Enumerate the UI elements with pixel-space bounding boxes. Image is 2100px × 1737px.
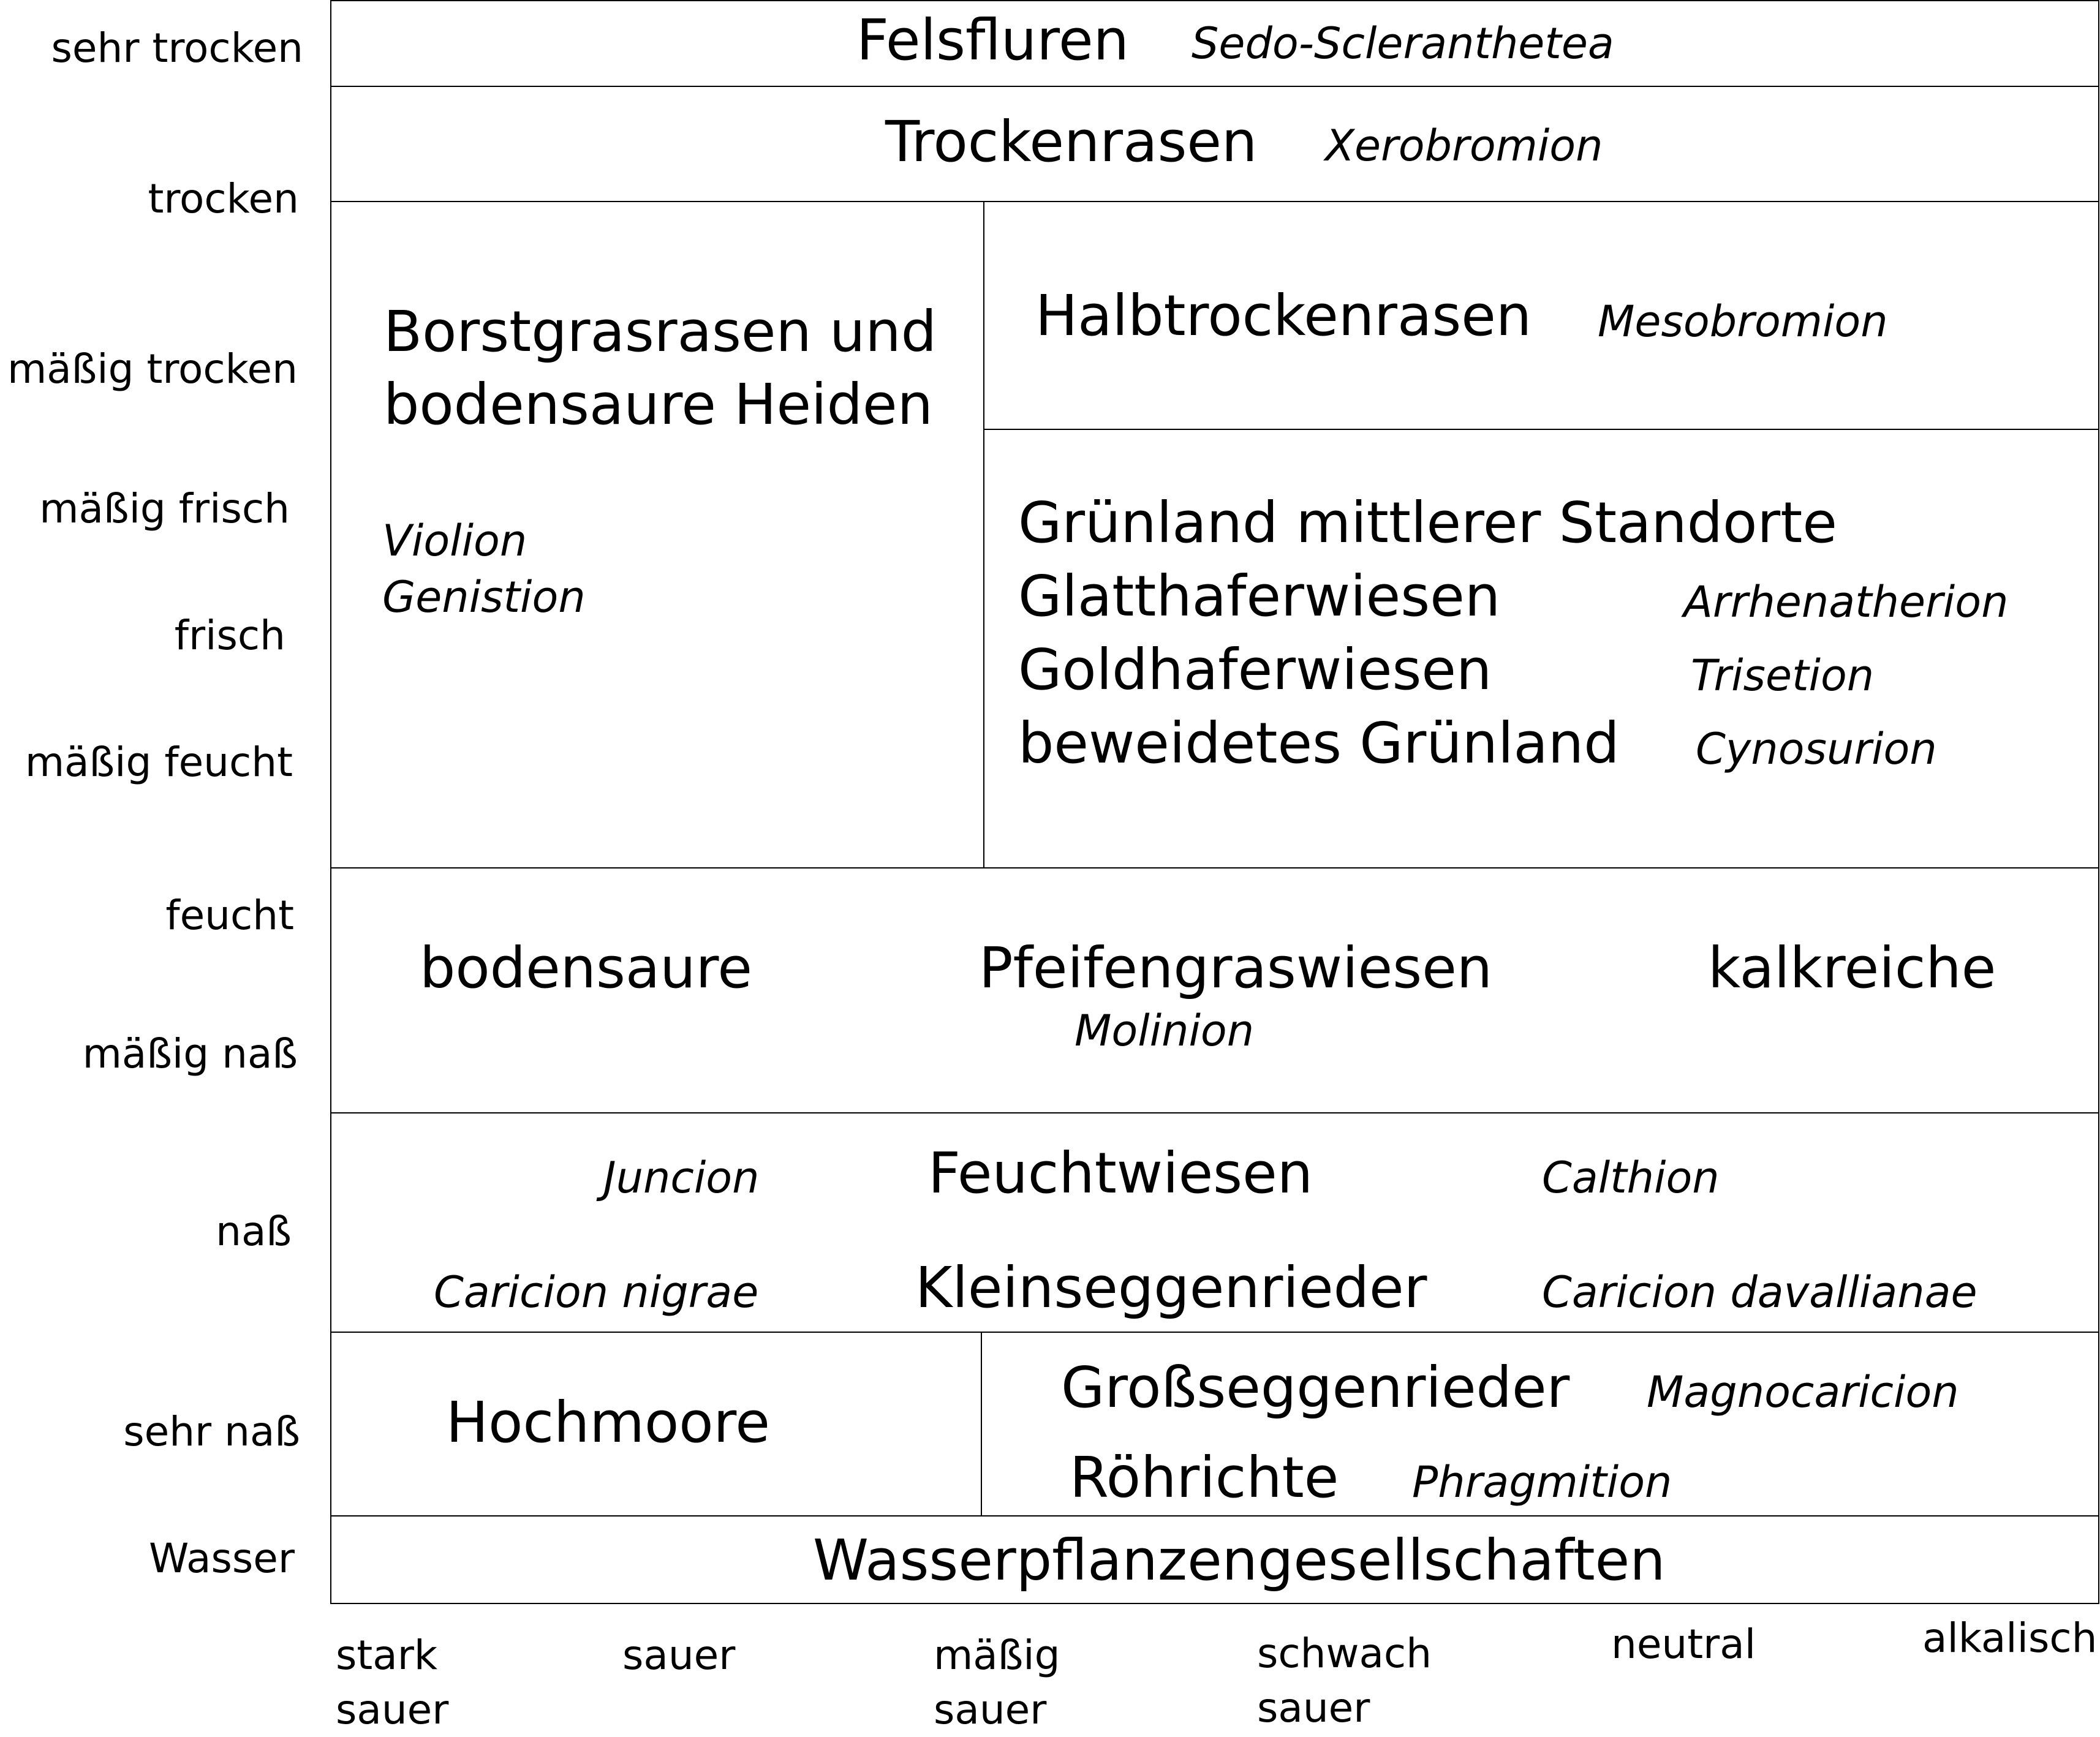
gruenland-row-syntaxon: Trisetion	[1691, 650, 1875, 701]
gruenland-row-name: Goldhaferwiesen	[1018, 637, 1492, 703]
grossseggen-syntaxon: Magnocaricion	[1647, 1367, 1959, 1417]
trockenrasen-label: Trockenrasen	[885, 109, 1258, 175]
line-pfeifengras-bottom	[330, 1112, 2099, 1113]
line-trockenrasen-bottom	[330, 201, 2099, 202]
ph-label: alkalisch	[1922, 1615, 2098, 1662]
line-feucht-bottom	[330, 1332, 2099, 1333]
moisture-label: mäßig trocken	[7, 345, 298, 393]
roehrichte-syntaxon: Phragmition	[1412, 1457, 1672, 1507]
borstgras-syntaxon-1: Violion	[382, 516, 527, 566]
gruenland-row-name: Glatthaferwiesen	[1018, 563, 1501, 629]
roehrichte-label: Röhrichte	[1070, 1445, 1339, 1510]
line-roehricht-bottom	[330, 1515, 2099, 1517]
moisture-label: mäßig frisch	[39, 485, 290, 532]
trockenrasen-syntaxon: Xerobromion	[1325, 121, 1603, 171]
kleinseggen-label: Kleinseggenrieder	[915, 1255, 1427, 1321]
moisture-label: frisch	[174, 612, 285, 659]
frame-right	[2098, 0, 2099, 1603]
feucht-syntaxon-left-2: Caricion nigrae	[434, 1267, 759, 1317]
line-halbtrocken-bottom	[983, 429, 2099, 430]
felsfluren-syntaxon: Sedo-Scleranthetea	[1192, 18, 1614, 69]
halbtrocken-label: Halbtrockenrasen	[1035, 283, 1532, 349]
pfeifengras-right-label: kalkreiche	[1708, 935, 1996, 1001]
halbtrocken-syntaxon: Mesobromion	[1598, 296, 1888, 347]
moisture-label: sehr trocken	[51, 24, 303, 72]
feucht-syntaxon-right-1: Calthion	[1542, 1153, 1720, 1203]
ph-label: mäßig sauer	[934, 1632, 1060, 1734]
ph-label: sauer	[622, 1632, 736, 1679]
hochmoore-label: Hochmoore	[446, 1390, 770, 1455]
felsfluren-label: Felsfluren	[856, 7, 1129, 73]
frame-bottom	[330, 1603, 2099, 1604]
feuchtwiesen-label: Feuchtwiesen	[928, 1140, 1313, 1206]
moisture-label: mäßig feucht	[25, 739, 293, 786]
gruenland-row-syntaxon: Arrhenatherion	[1683, 577, 2009, 627]
divider-hochmoore	[981, 1332, 982, 1515]
borstgras-syntaxon-2: Genistion	[382, 572, 586, 622]
gruenland-title: Grünland mittlerer Standorte	[1018, 490, 1837, 556]
moisture-label: naß	[216, 1208, 292, 1255]
pfeifengras-syntaxon: Molinion	[1075, 1006, 1255, 1056]
gruenland-row-syntaxon: Cynosurion	[1696, 724, 1937, 774]
line-felsfluren-bottom	[330, 86, 2099, 87]
frame-top	[330, 0, 2099, 1]
ph-label: schwach sauer	[1257, 1630, 1432, 1732]
line-gruenland-bottom	[330, 867, 2099, 868]
borstgras-label-line2: bodensaure Heiden	[383, 372, 933, 437]
frame-left	[330, 0, 331, 1603]
borstgras-label-line1: Borstgrasrasen und	[383, 299, 937, 364]
moisture-label: trocken	[148, 175, 299, 222]
feucht-syntaxon-left-1: Juncion	[603, 1153, 760, 1203]
gruenland-row-name: beweidetes Grünland	[1018, 710, 1620, 776]
divider-borstgras	[983, 201, 984, 867]
grossseggen-label: Großseggenrieder	[1061, 1355, 1570, 1420]
wasser-label: Wasserpflanzengesellschaften	[813, 1528, 1666, 1593]
moisture-label: sehr naß	[123, 1408, 300, 1455]
moisture-label: mäßig naß	[82, 1030, 298, 1077]
ph-label: stark sauer	[336, 1632, 449, 1734]
ph-label: neutral	[1611, 1621, 1756, 1668]
feucht-syntaxon-right-2: Caricion davallianae	[1542, 1267, 1977, 1317]
pfeifengras-label: Pfeifengraswiesen	[979, 935, 1493, 1001]
moisture-label: feucht	[165, 892, 294, 939]
moisture-label: Wasser	[149, 1535, 295, 1582]
pfeifengras-left-label: bodensaure	[420, 935, 753, 1001]
